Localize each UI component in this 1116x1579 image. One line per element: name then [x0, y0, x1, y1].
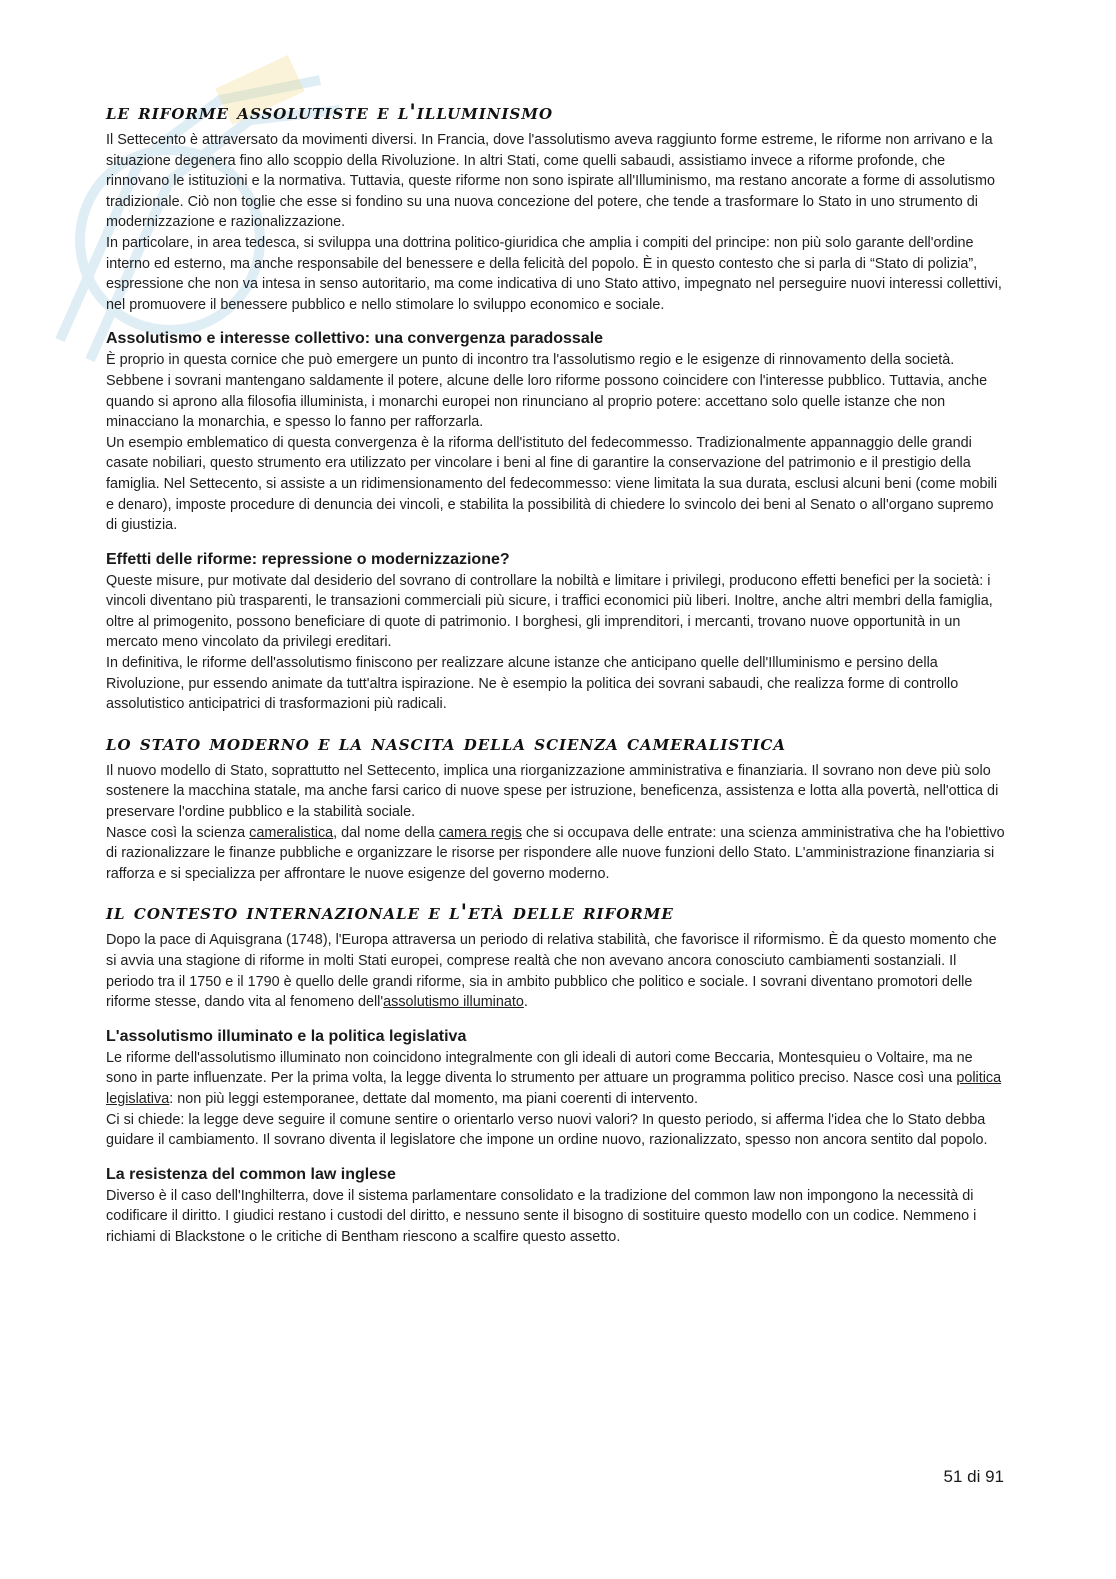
document-page [106, 98, 1006, 1248]
paragraph: In definitiva, le riforme dell'assolutismo finiscono per realizzare alcune istanze che anticipano quelle dell'Illuminismo e persino della Rivoluzione, pur essendo animate da tutt'altra ispirazione. Ne è esempio la politica dei sovrani sabaudi, che realizza forme di controllo assolutistico anticipatrici di trasformazioni più radicali. [106, 655, 959, 713]
section-title: lo stato moderno e la nascita della scienza cameralistica [106, 729, 786, 755]
underlined-term: assolutismo illuminato [383, 994, 524, 1011]
text-run: Dopo la pace di Aquisgrana (1748), l'Europa attraversa un periodo di relativa stabilità, che favorisce il riformismo. È da questo momento che si avvia una stagione di riforme in molti Stati europei, comprese realtà che non avevano ancora conosciuto cambiamenti sostanziali. Il periodo tra il 1750 e il 1790 è quello delle grandi riforme, sia in ambito pubblico che politico e sociale. I sovrani diventano promotori delle riforme stesse, dando vita al fenomeno dell' [106, 932, 997, 1011]
paragraph: È proprio in questa cornice che può emergere un punto di incontro tra l'assolutismo regio e le esigenze di rinnovamento della società. Sebbene i sovrani mantengano saldamente il potere, alcune delle loro riforme possono coincidere con l'interesse pubblico. Tuttavia, anche quando si aprono alla filosofia illuminista, i monarchi europei non rinunciano al proprio potere: accettano solo quelle istanze che non minacciano la monarchia, e spesso lo fanno per rafforzarla. [106, 352, 988, 431]
paragraph: Diverso è il caso dell'Inghilterra, dove il sistema parlamentare consolidato e la tradizione del common law non impongono la necessità di codificare il diritto. I giudici restano i custodi del diritto, e nessuno sente il bisogno di sostituire questo modello con un codice. Nemmeno i richiami di Blackstone o le critiche di Bentham riescono a scalfire questo assetto. [106, 1187, 977, 1245]
subsection-title: Effetti delle riforme: repressione o modernizzazione? [106, 550, 510, 568]
section-stato-moderno [106, 729, 1006, 885]
underlined-term: politica legislativa [106, 1070, 1002, 1107]
paragraph [106, 823, 1006, 885]
subsection-title: La resistenza del common law inglese [106, 1165, 396, 1183]
text-run: che si occupava delle entrate: una scienza amministrativa che ha l'obiettivo di razionalizzare le finanze pubbliche e organizzare le risorse per rispondere alle nuove funzioni dello Stato. L'amministrazione finanziaria si rafforza e si specializza per affrontare le nuove esigenze del governo moderno. [106, 824, 1005, 882]
text-run: Nasce così la scienza [106, 824, 250, 841]
page-number: 51 di 91 [943, 1467, 1004, 1486]
text-run: : non più leggi estemporanee, dettate dal momento, ma piani coerenti di intervento. [169, 1090, 698, 1107]
paragraph: Queste misure, pur motivate dal desiderio del sovrano di controllare la nobiltà e limitare i privilegi, producono effetti benefici per la società: i vincoli diventano più trasparenti, le transazioni commerciali più sicure, i traffici economici più liberi. Inoltre, anche altri membri della famiglia, oltre al primogenito, possono beneficiare di quote di patrimonio. I borghesi, gli imprenditori, i mercanti, trovano nuove opportunità in un mercato meno vincolato da privilegi ereditari. [106, 572, 993, 651]
paragraph: In particolare, in area tedesca, si sviluppa una dottrina politico-giuridica che amplia i compiti del principe: non più solo garante dell'ordine interno ed esterno, ma anche responsabile del benessere e della felicità del popolo. È in questo contesto che si parla di “Stato di polizia”, espressione che non va intesa in senso autoritario, ma come indicativa di uno Stato attivo, impegnato nel perseguire nuovi interessi collettivi, nel promuovere il benessere pubblico e nello stimolare lo sviluppo economico e sociale. [106, 234, 1002, 313]
paragraph: Un esempio emblematico di questa convergenza è la riforma dell'istituto del fedecommesso. Tradizionalmente appannaggio delle grandi casate nobiliari, questo strumento era utilizzato per vincolare i beni al fine di garantire la conservazione del patrimonio e il prestigio della famiglia. Nel Settecento, si assiste a un ridimensionamento del fedecommesso: viene limitata la sua durata, esclusi alcuni beni (come mobili e denaro), imposte procedure di denuncia dei vincoli, e stabilita la possibilità di chiedere lo svincolo dei beni al Senato o all'organo supremo di giustizia. [106, 434, 998, 534]
text-run: , dal nome della [333, 824, 439, 841]
subsection-title: Assolutismo e interesse collettivo: una convergenza paradossale [106, 330, 604, 348]
text-run: . [523, 994, 528, 1011]
paragraph: Ci si chiede: la legge deve seguire il comune sentire o orientarlo verso nuovi valori? In questo periodo, si afferma l'idea che lo Stato debba guidare il cambiamento. Il sovrano diventa il legislatore che impone un ordine nuovo, razionalizzato, spesso non ancora sentito dal popolo. [106, 1111, 988, 1149]
section-riforme-assolutiste [106, 98, 1006, 315]
section-common-law [106, 1165, 1006, 1248]
paragraph: Il nuovo modello di Stato, soprattutto nel Settecento, implica una riorganizzazione amministrativa e finanziaria. Il sovrano non deve più solo sostenere la macchina statale, ma anche farsi carico di nuove spese per istruzione, beneficenza, assistenza e lotta alla povertà, nell'ottica di preservare l'ordine pubblico e la stabilità sociale. [106, 762, 999, 821]
underlined-term: cameralistica [249, 824, 334, 841]
section-contesto-internazionale [106, 898, 1006, 1012]
underlined-term: camera regis [438, 824, 522, 841]
section-politica-legislativa [106, 1027, 1006, 1151]
paragraph [106, 930, 1006, 1012]
section-title: il contesto internazionale e l'età delle riforme [106, 899, 674, 925]
section-convergenza [106, 329, 1006, 535]
subsection-title: L'assolutismo illuminato e la politica legislativa [106, 1027, 467, 1045]
paragraph: Il Settecento è attraversato da movimenti diversi. In Francia, dove l'assolutismo aveva raggiunto forme estreme, le riforme non arrivano e la situazione degenera fino allo scoppio della Rivoluzione. In altri Stati, come quelli sabaudi, assistiamo invece a riforme profonde, che rinnovano le istituzioni e la normativa. Tuttavia, queste riforme non sono ispirate all'Illuminismo, ma restano ancorate a forme di assolutismo tradizionale. Ciò non toglie che esse si fondino su una nuova concezione del potere, che tende a trasformare lo Stato in uno strumento di modernizzazione e razionalizzazione. [106, 132, 995, 231]
text-run: Le riforme dell'assolutismo illuminato non coincidono integralmente con gli ideali di autori come Beccaria, Montesquieu o Voltaire, ma ne sono in parte influenzate. Per la prima volta, la legge diventa lo strumento per attuare un programma politico preciso. Nasce così una [106, 1049, 973, 1087]
paragraph [106, 1048, 1006, 1110]
section-title: le riforme assolutiste e l'illuminismo [106, 99, 554, 124]
section-effetti-riforme [106, 550, 1006, 715]
